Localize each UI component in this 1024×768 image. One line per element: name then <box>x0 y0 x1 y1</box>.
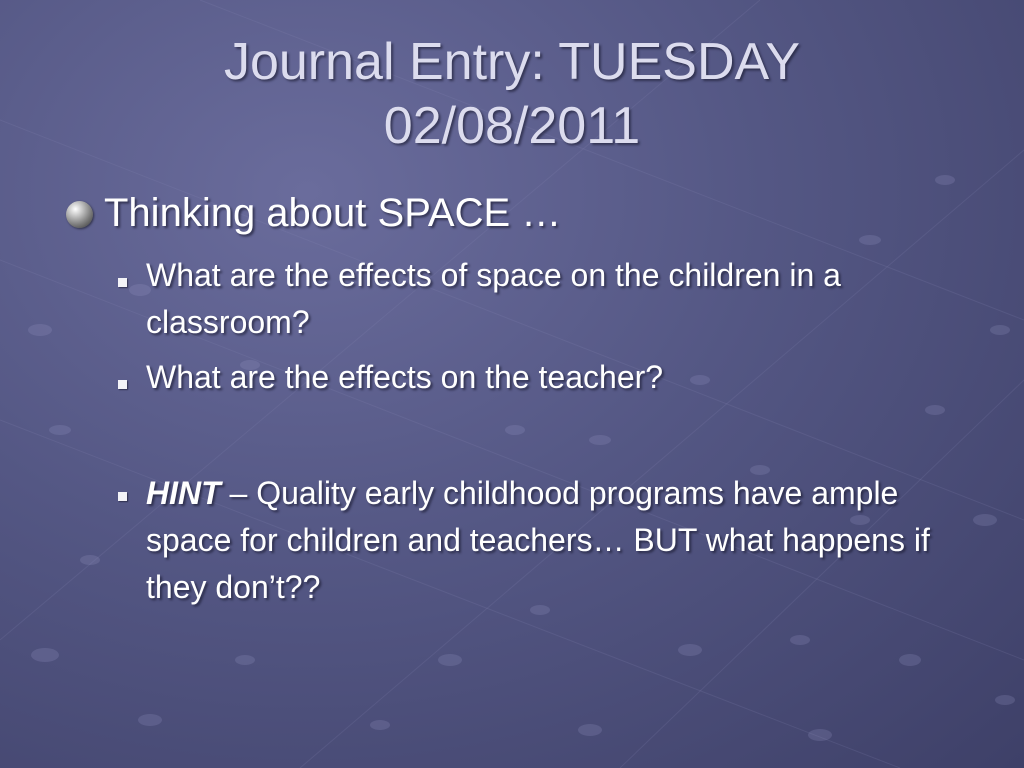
sphere-bullet-icon <box>66 201 93 228</box>
sub-bullet-effects-children: What are the effects of space on the children in a classroom? <box>146 257 841 340</box>
bullet-thinking-about-space: Thinking about SPACE … <box>104 191 562 235</box>
hint-label: HINT <box>146 475 221 511</box>
title-line-1: Journal Entry: TUESDAY <box>223 33 801 91</box>
hint-text: – Quality early childhood programs have ample space for children and teachers… BUT what happens if they don’t?? <box>146 475 930 605</box>
square-bullet-icon <box>118 492 127 501</box>
sub-bullet-effects-teacher: What are the effects on the teacher? <box>146 359 664 395</box>
title-line-2: 02/08/2011 <box>383 97 641 155</box>
sub-bullet-hint <box>146 470 966 611</box>
slide-title <box>0 30 1024 158</box>
square-bullet-icon <box>118 380 127 389</box>
square-bullet-icon <box>118 278 127 287</box>
